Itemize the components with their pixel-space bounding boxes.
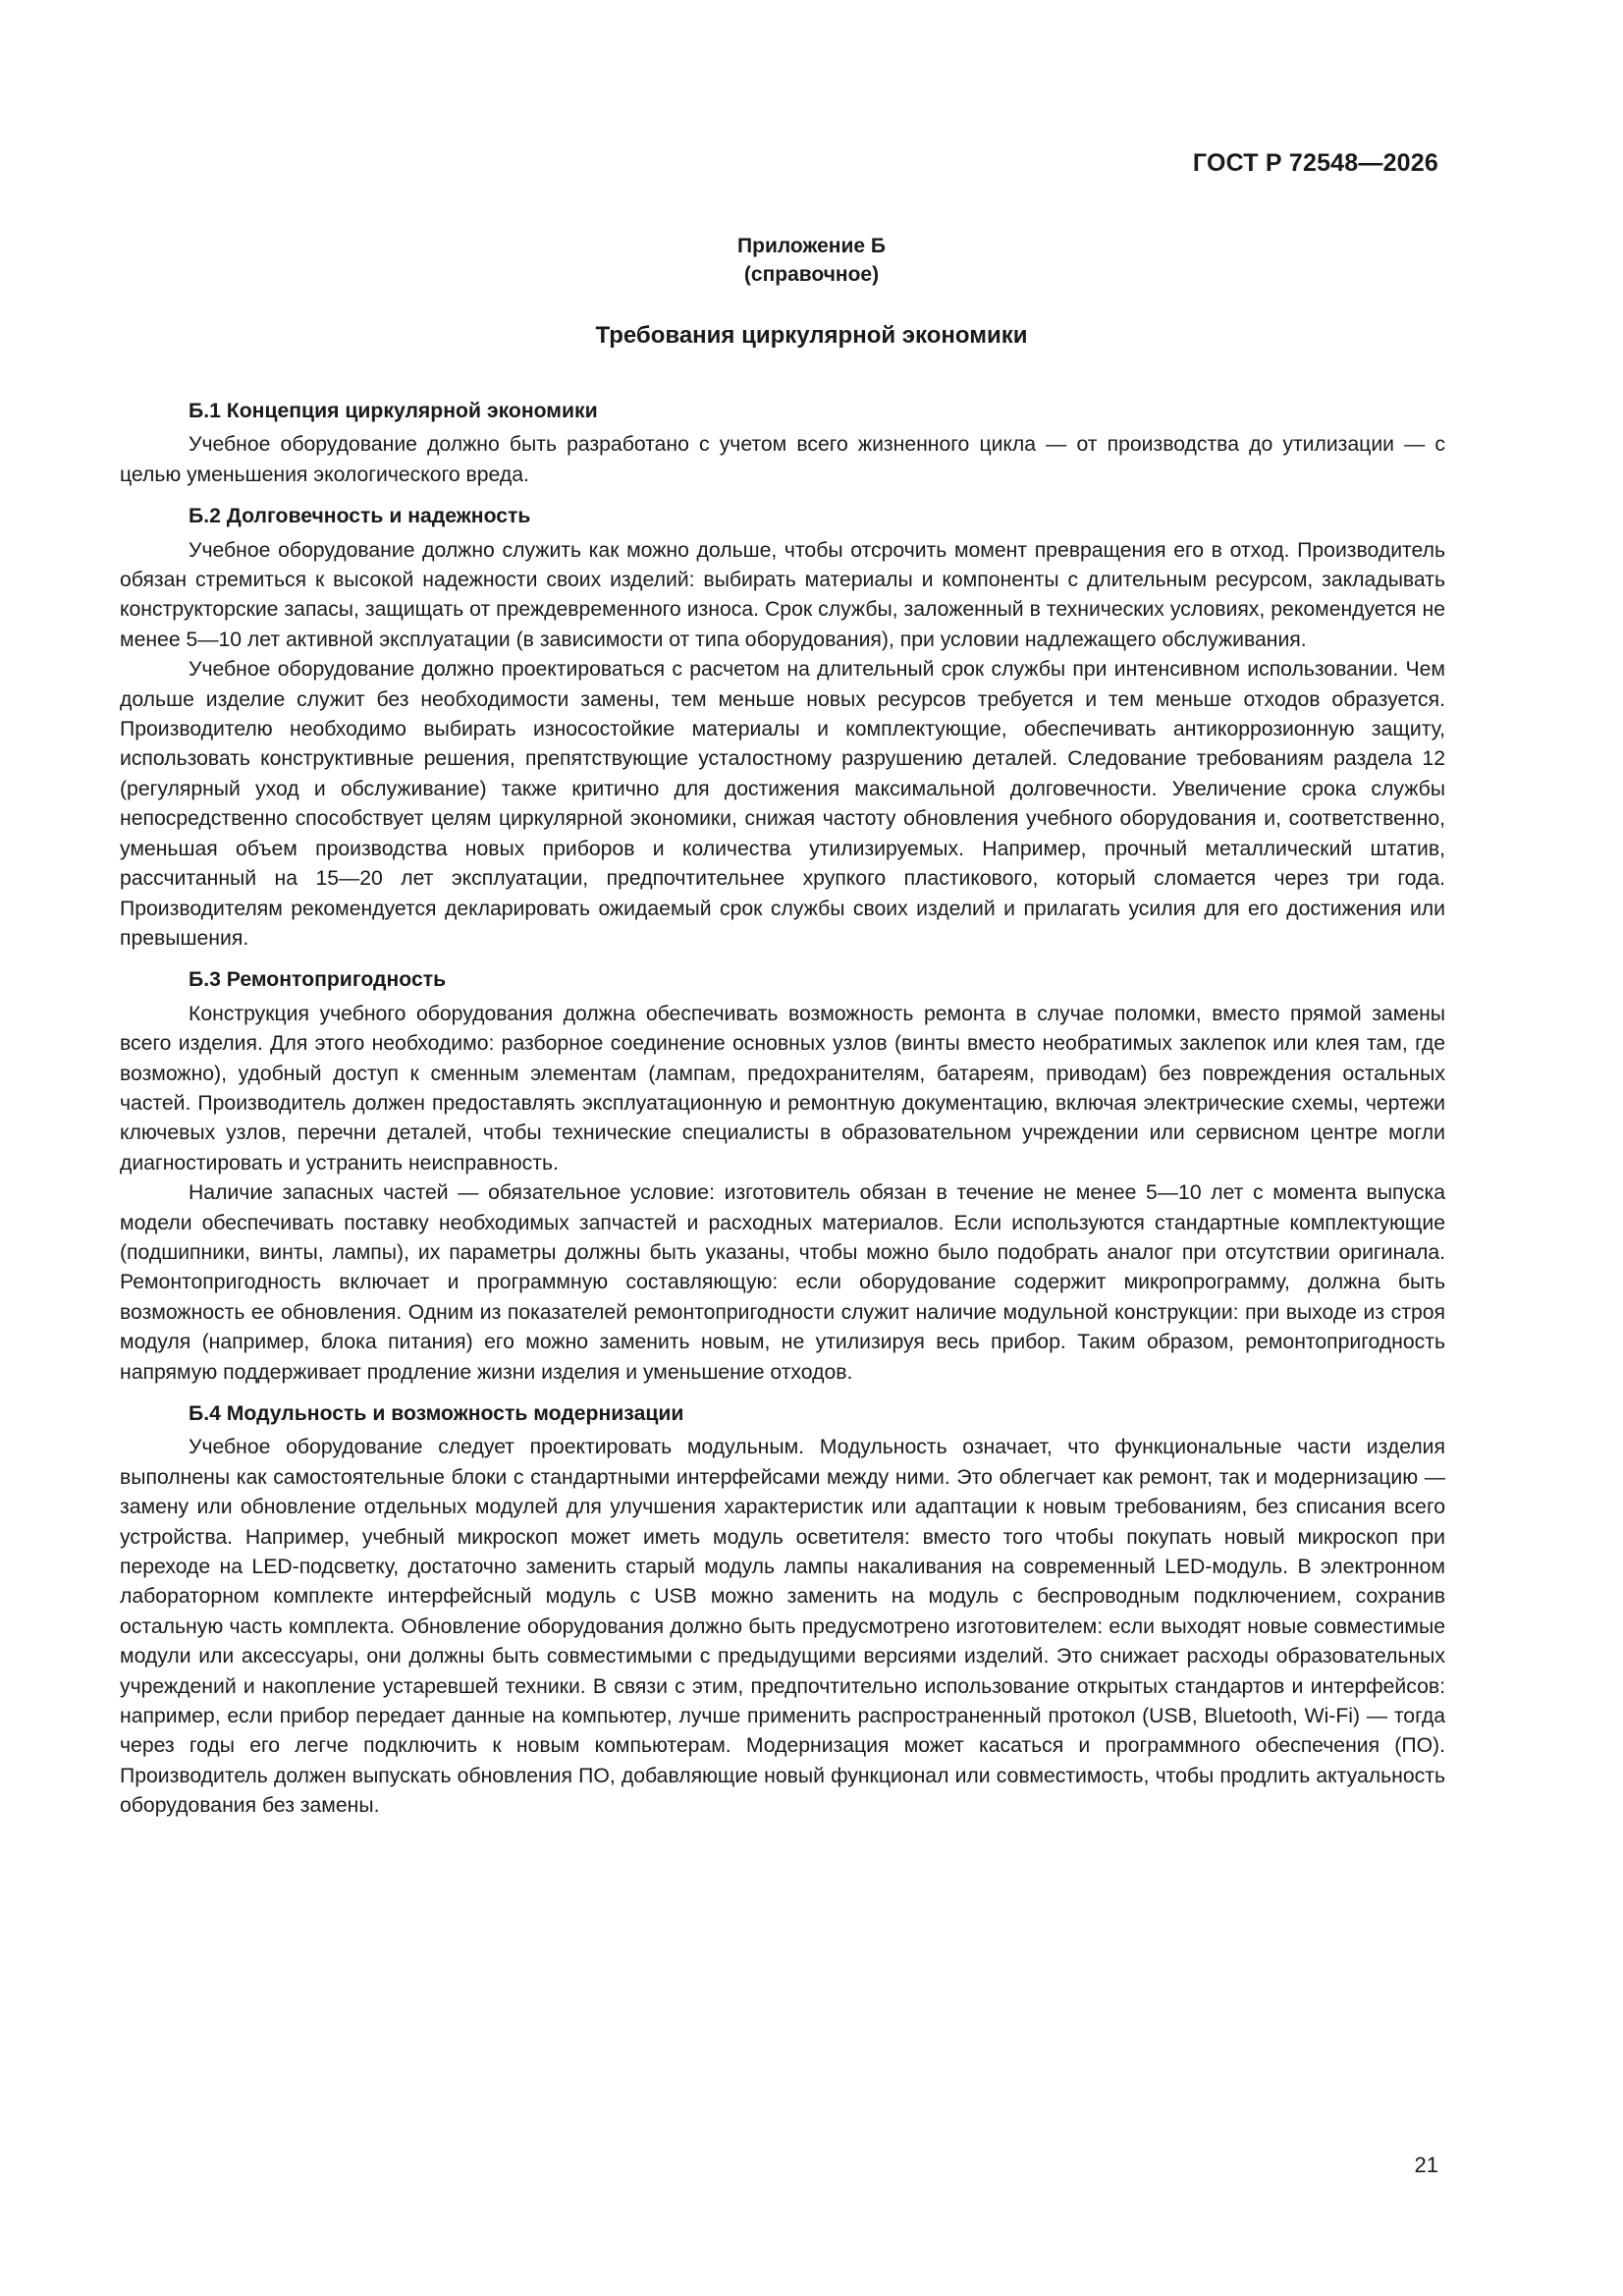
section-heading-b4: Б.4 Модульность и возможность модернизации <box>189 1402 684 1425</box>
document-body <box>120 397 1445 1822</box>
section-b3-paragraph: Наличие запасных частей — обязательное условие: изготовитель обязан в течение не менее 5—10 лет с момента выпуска модели обеспечивать поставку необходимых запчастей и расходных материалов. Если используются стандартные комплектующие (подшипники, винты, лампы), их параметры должны быть указаны, чтобы можно было подобрать аналог при отсутствии оригинала. Ремонтопригодность включает и программную составляющую: если оборудование содержит микропрограмму, должна быть возможность ее обновления. Одним из показателей ремонтопригодности служит наличие модульной конструкции: при выходе из строя модуля (например, блока питания) его можно заменить новым, не утилизируя весь прибор. Таким образом, ремонтопригодность напрямую поддерживает продление жизни изделия и уменьшение отходов. <box>120 1181 1445 1384</box>
section-b1-paragraph: Учебное оборудование должно быть разработано с учетом всего жизненного цикла — от производства до утилизации — с целью уменьшения экологического вреда. <box>120 433 1445 486</box>
section-heading-b2: Б.2 Долговечность и надежность <box>189 505 531 528</box>
appendix-title: Требования циркулярной экономики <box>595 322 1028 349</box>
document-id: ГОСТ Р 72548—2026 <box>1192 149 1438 177</box>
section-heading-b1: Б.1 Концепция циркулярной экономики <box>189 400 598 422</box>
appendix-heading <box>0 232 1623 289</box>
section-b2-paragraph: Учебное оборудование должно проектироваться с расчетом на длительный срок службы при интенсивном использовании. Чем дольше изделие служит без необходимости замены, тем меньше новых ресурсов требуется и тем меньше отходов образуется. Производителю необходимо выбирать износостойкие материалы и комплектующие, обеспечивать антикоррозионную защиту, использовать конструктивные решения, препятствующие усталостному разрушению деталей. Следование требованиям раздела 12 (регулярный уход и обслуживание) также критично для достижения максимальной долговечности. Увеличение срока службы непосредственно способствует целям циркулярной экономики, снижая частоту обновления учебного оборудования и, соответственно, уменьшая объем производства новых приборов и количества утилизируемых. Например, прочный металлический штатив, рассчитанный на 15—20 лет эксплуатации, предпочтительнее хрупкого пластикового, который сломается через три года. Производителям рекомендуется декларировать ожидаемый срок службы своих изделий и прилагать усилия для его достижения или превышения. <box>120 658 1445 950</box>
section-b3-paragraph: Конструкция учебного оборудования должна обеспечивать возможность ремонта в случае поломки, вместо прямой замены всего изделия. Для этого необходимо: разборное соединение основных узлов (винты вместо необратимых заклепок или клея там, где возможно), удобный доступ к сменным элементам (лампам, предохранителям, батареям, приводам) без повреждения остальных частей. Производитель должен предоставлять эксплуатационную и ремонтную документацию, включая электрические схемы, чертежи ключевых узлов, перечни деталей, чтобы технические специалисты в образовательном учреждении или сервисном центре могли диагностировать и устранить неисправность. <box>120 1002 1445 1175</box>
appendix-type: (справочное) <box>743 263 880 286</box>
section-b2-paragraph: Учебное оборудование должно служить как можно дольше, чтобы отсрочить момент превращения его в отход. Производитель обязан стремиться к высокой надежности своих изделий: выбирать материалы и компоненты с длительным ресурсом, закладывать конструкторские запасы, защищать от преждевременного износа. Срок службы, заложенный в технических условиях, рекомендуется не менее 5—10 лет активной эксплуатации (в зависимости от типа оборудования), при условии надлежащего обслуживания. <box>120 538 1445 651</box>
appendix-label: Приложение Б <box>737 235 886 257</box>
section-heading-b3: Б.3 Ремонтопригодность <box>189 968 447 992</box>
page-number: 21 <box>1414 2153 1438 2177</box>
section-b4-paragraph: Учебное оборудование следует проектировать модульным. Модульность означает, что функциональные части изделия выполнены как самостоятельные блоки с стандартными интерфейсами между ними. Это облегчает как ремонт, так и модернизацию — замену или обновление отдельных модулей для улучшения характеристик или адаптации к новым требованиям, без списания всего устройства. Например, учебный микроскоп может иметь модуль осветителя: вместо того чтобы покупать новый микроскоп при переходе на LED-подсветку, достаточно заменить старый модуль лампы накаливания на современный LED-модуль. В электронном лабораторном комплекте интерфейсный модуль с USB можно заменить на модуль с беспроводным подключением, сохранив остальную часть комплекта. Обновление оборудования должно быть предусмотрено изготовителем: если выходят новые совместимые модули или аксессуары, они должны быть совместимыми с предыдущими версиями изделий. Это снижает расходы образовательных учреждений и накопление устаревшей техники. В связи с этим, предпочтительно использование открытых стандартов и интерфейсов: например, если прибор передает данные на компьютер, лучше применить распространенный протокол (USB, Bluetooth, Wi-Fi) — тогда через годы его легче подключить к новым компьютерам. Модернизация может касаться и программного обеспечения (ПО). Производитель должен выпускать обновления ПО, добавляющие новый функционал или совместимость, чтобы продлить актуальность оборудования без замены. <box>120 1436 1445 1818</box>
